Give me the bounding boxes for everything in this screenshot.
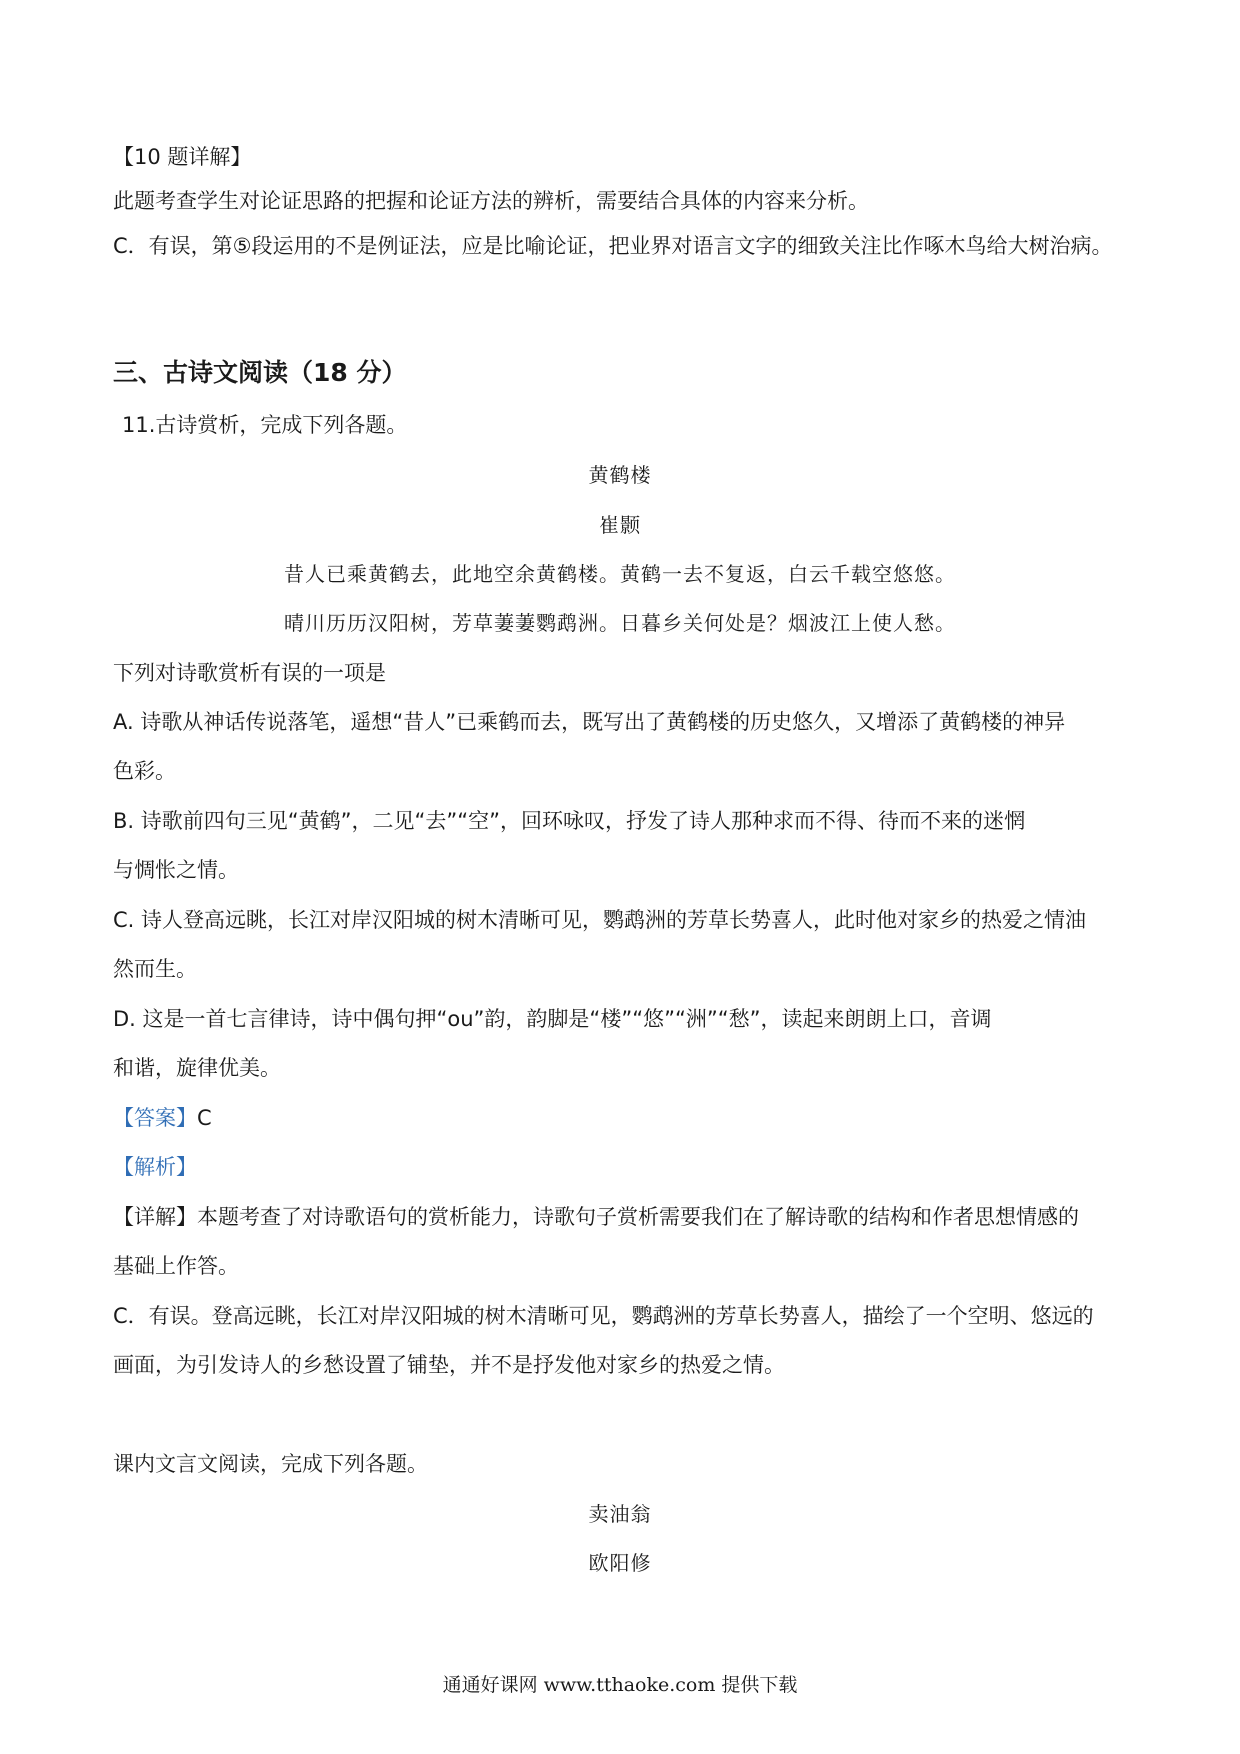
option-a-line-1: A. 诗歌从神话传说落笔，遥想“昔人”已乘鹤而去，既写出了黄鹤楼的历史悠久，又增添了黄鹤楼的神异 [113,710,1066,734]
poem-line-1: 昔人已乘黄鹤去，此地空余黄鹤楼。黄鹤一去不复返，白云千载空悠悠。 [284,562,956,586]
detail-row-1 [113,1202,1133,1232]
answer-value: C [197,1106,212,1130]
analysis-label: 【解析】 [113,1155,197,1179]
q11-c-line-2: 画面，为引发诗人的乡愁设置了铺垫，并不是抒发他对家乡的热爱之情。 [113,1353,785,1377]
classical-prompt: 课内文言文阅读，完成下列各题。 [113,1452,428,1476]
option-d-line-2: 和谐，旋律优美。 [113,1056,281,1080]
classical-author: 欧阳修 [588,1551,652,1575]
footer-text: 通通好课网 www.tthaoke.com 提供下载 [442,1674,798,1696]
option-c-line-2: 然而生。 [113,957,197,981]
option-b-line-1: B. 诗歌前四句三见“黄鹤”，二见“去”“空”，回环咏叹，抒发了诗人那种求而不得、待而不来的迷惘 [113,809,1026,833]
poem-title: 黄鹤楼 [588,463,652,487]
option-b-line-2: 与惆怅之情。 [113,858,239,882]
section-heading: 三、古诗文阅读（18 分） [113,358,407,387]
answer-label: 【答案】 [113,1106,197,1130]
q11-question: 下列对诗歌赏析有误的一项是 [113,661,386,685]
q11-c-line-1: C．有误。登高远眺，长江对岸汉阳城的树木清晰可见，鹦鹉洲的芳草长势喜人，描绘了一个空明、悠远的 [113,1304,1094,1328]
option-a-line-2: 色彩。 [113,759,176,783]
detail-line-1: 本题考查了对诗歌语句的赏析能力，诗歌句子赏析需要我们在了解诗歌的结构和作者思想情感的 [197,1205,1079,1229]
q10-line-1: 此题考查学生对论证思路的把握和论证方法的辨析，需要结合具体的内容来分析。 [113,189,869,213]
option-c-line-1: C. 诗人登高远眺，长江对岸汉阳城的树木清晰可见，鹦鹉洲的芳草长势喜人，此时他对家乡的热爱之情油 [113,908,1087,932]
q10-detail-title: 【10 题详解】 [113,145,252,169]
poem-author: 崔颢 [599,513,641,537]
q11-prompt: 11.古诗赏析，完成下列各题。 [122,413,408,437]
detail-label: 【详解】 [113,1205,197,1229]
q10-line-2: C．有误，第⑤段运用的不是例证法，应是比喻论证，把业界对语言文字的细致关注比作啄木鸟给大树治病。 [113,234,1113,258]
detail-line-2: 基础上作答。 [113,1254,239,1278]
classical-title: 卖油翁 [588,1502,652,1526]
answer-row [113,1103,1133,1133]
option-d-line-1: D. 这是一首七言律诗，诗中偶句押“ou”韵，韵脚是“楼”“悠”“洲”“愁”，读起来朗朗上口，音调 [113,1007,992,1031]
poem-line-2: 晴川历历汉阳树，芳草萋萋鹦鹉洲。日暮乡关何处是？烟波江上使人愁。 [284,611,956,635]
